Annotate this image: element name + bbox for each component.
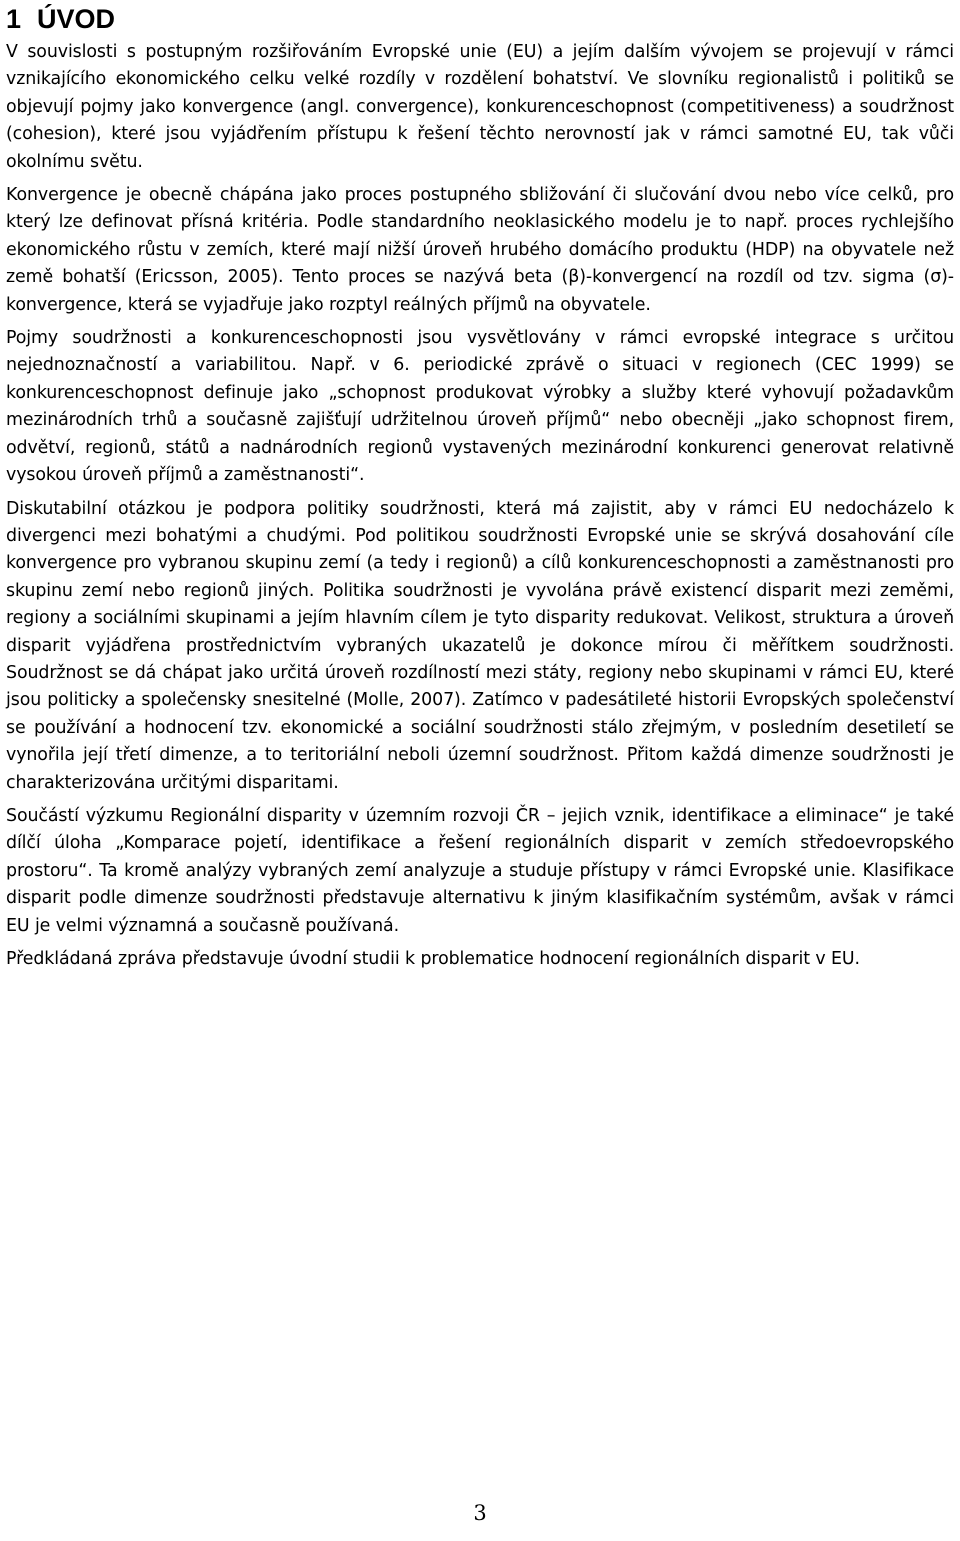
paragraph-intro: V souvislosti s postupným rozšiřováním Evropské unie (EU) a jejím dalším vývojem se projevují v rámci vznikajícího ekonomického celku velké rozdíly v rozdělení bohatství. Ve slovníku regionalistů i politiků se objevují pojmy jako konvergence (angl. convergence), konkurenceschopnost (competitiveness) a soudržnost (cohesion), které jsou vyjádřením přístupu k řešení těchto nerovností jak v rámci samotné EU, tak vůči okolnímu světu. [6,42,954,172]
chapter-heading [6,2,115,36]
paragraph-report: Předkládaná zpráva představuje úvodní studii k problematice hodnocení regionálních disparit v EU. [6,949,860,969]
paragraph-convergence: Konvergence je obecně chápána jako proces postupného sbližování či slučování dvou nebo více celků, pro který lze definovat přísná kritéria. Podle standardního neoklasického modelu je to např. proces rychlejšího ekonomického růstu v zemích, které mají nižší úroveň hrubého domácího produktu (HDP) na obyvatele než země bohatší (Ericsson, 2005). Tento proces se nazývá beta (β)-konvergencí na rozdíl od tzv. sigma (σ)-konvergence, která se vyjadřuje jako rozptyl reálných příjmů na obyvatele. [6,185,954,315]
paragraph-cohesion-policy: Diskutabilní otázkou je podpora politiky soudržnosti, která má zajistit, aby v rámci EU nedocházelo k divergenci mezi bohatými a chudými. Pod politikou soudržnosti Evropské unie se skrývá dosahování cíle konvergence pro vybranou skupinu zemí (a tedy i regionů) a cílů konkurenceschopnosti a zaměstnanosti pro skupinu zemí nebo regionů jiných. Politika soudržnosti je vyvolána právě existencí disparit mezi zeměmi, regiony a sociálními skupinami a jejím hlavním cílem je tyto disparity redukovat. Velikost, struktura a úroveň disparit vyjádřena prostřednictvím vybraných ukazatelů je dokonce mírou či měřítkem soudržnosti. Soudržnost se dá chápat jako určitá úroveň rozdílností mezi státy, regiony nebo skupinami v rámci EU, které jsou politicky a společensky snesitelné (Molle, 2007). Zatímco v padesátileté historii Evropských společenství se používání a hodnocení tzv. ekonomické a sociální soudržnosti stálo zřejmým, v posledním desetiletí se vynořila její třetí dimenze, a to teritoriální neboli územní soudržnost. Přitom každá dimenze soudržnosti je charakterizována určitými disparitami. [6,498,954,793]
paragraph-cohesion-competitiveness: Pojmy soudržnosti a konkurenceschopnosti jsou vysvětlovány v rámci evropské integrace s určitou nejednoznačností a variabilitou. Např. v 6. periodické zprávě o situaci v regionech (CEC 1999) se konkurenceschopnost definuje jako „schopnost produkovat výrobky a služby které vyhovují požadavkům mezinárodních trhů a současně zajišťují udržitelnou úroveň příjmů“ nebo obecněji „jako schopnost firem, odvětví, regionů, států a nadnárodních regionů vystavených mezinárodní konkurenci generovat relativně vysokou úroveň příjmů a zaměstnanosti“. [6,328,954,486]
chapter-title: ÚVOD [37,4,116,34]
page-number: 3 [473,1501,487,1525]
body-text [6,39,954,973]
paragraph-research: Součástí výzkumu Regionální disparity v územním rozvoji ČR – jejich vznik, identifikace a eliminace“ je také dílčí úloha „Komparace pojetí, identifikace a řešení regionálních disparit v zemích středoevropského prostoru“. Ta kromě analýzy vybraných zemí analyzuje a studuje přístupy v rámci Evropské unie. Klasifikace disparit podle dimenze soudržnosti představuje alternativu k jiným klasifikačním systémům, avšak v rámci EU je velmi významná a současně používaná. [6,805,954,936]
chapter-number: 1 [6,4,22,34]
